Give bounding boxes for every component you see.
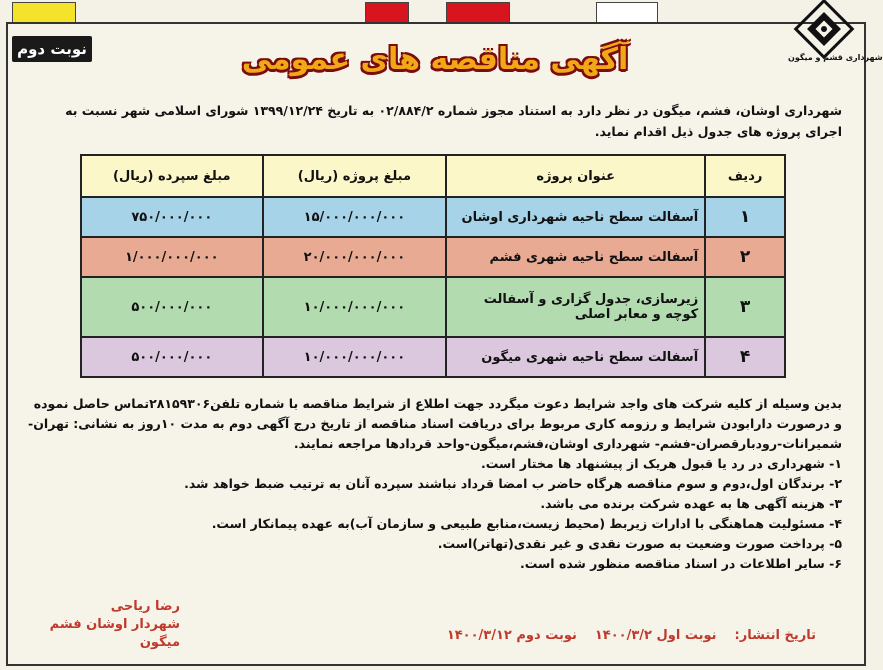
signatory-role: شهردار اوشان فشم میگون [49, 617, 180, 650]
project-title: آسفالت سطح ناحیه شهری میگون [446, 337, 705, 377]
condition-item: ۶- سایر اطلاعات در اسناد مناقصه منظور شده است. [520, 556, 842, 571]
header-row-number: ردیف [705, 155, 785, 197]
notice-title: آگهی مناقصه های عمومی [241, 42, 629, 77]
row-number: ۲ [705, 237, 785, 277]
table-row [81, 337, 785, 377]
row-number: ۱ [705, 197, 785, 237]
deposit-amount: ۱/۰۰۰/۰۰۰/۰۰۰ [81, 237, 263, 277]
color-swatch-red [446, 2, 510, 24]
intro-paragraph: شهرداری اوشان، فشم، میگون در نظر دارد به استناد مجوز شماره ۰۲/۸۸۴/۲ به تاریخ ۱۳۹۹/۱۲/۲۴ شورای اسلامی شهر نسبت به اجرای پروژه های جدول ذیل اقدام نماید. [65, 103, 842, 139]
color-swatch-white [596, 2, 658, 24]
deposit-amount: ۵۰۰/۰۰۰/۰۰۰ [81, 277, 263, 337]
projects-table [80, 154, 786, 378]
project-amount: ۱۵/۰۰۰/۰۰۰/۰۰۰ [263, 197, 447, 237]
table-row [81, 277, 785, 337]
second-publication-date: نوبت دوم ۱۴۰۰/۳/۱۲ [446, 628, 577, 643]
project-amount: ۱۰/۰۰۰/۰۰۰/۰۰۰ [263, 277, 447, 337]
color-swatch-yellow [12, 2, 76, 24]
condition-item: ۲- برندگان اول،دوم و سوم مناقصه هرگاه حاضر ب امضا قرداد نباشند سپرده آنان به ترتیب ضبط خواهد شد. [184, 476, 842, 491]
project-title: آسفالت سطح ناحیه شهری فشم [446, 237, 705, 277]
logo-emblem-icon [801, 6, 847, 52]
logo-caption: شهرداری قشم و میگون [788, 53, 883, 62]
project-amount: ۱۰/۰۰۰/۰۰۰/۰۰۰ [263, 337, 447, 377]
signature-block [40, 598, 180, 652]
notice-body [28, 394, 842, 574]
deposit-amount: ۵۰۰/۰۰۰/۰۰۰ [81, 337, 263, 377]
round-badge: نوبت دوم [12, 36, 92, 62]
publication-dates [447, 628, 816, 643]
signatory-name: رضا ریاحی [110, 599, 180, 614]
table-row [81, 197, 785, 237]
row-number: ۴ [705, 337, 785, 377]
first-publication-date: نوبت اول ۱۴۰۰/۳/۲ [594, 628, 717, 643]
municipality-logo [788, 6, 883, 68]
table-header-row [81, 155, 785, 197]
condition-item: ۵- پرداخت صورت وضعیت به صورت نقدی و غیر نقدی(تهاتر)است. [437, 536, 842, 551]
header-project-amount: مبلغ پروژه (ریال) [263, 155, 447, 197]
condition-item: ۳- هزینه آگهی ها به عهده شرکت برنده می باشد. [540, 496, 842, 511]
header-deposit-amount: مبلغ سپرده (ریال) [81, 155, 263, 197]
project-title: زیرسازی، جدول گزاری و آسفالت کوچه و معابر اصلی [446, 277, 705, 337]
deposit-amount: ۷۵۰/۰۰۰/۰۰۰ [81, 197, 263, 237]
table-row [81, 237, 785, 277]
row-number: ۳ [705, 277, 785, 337]
condition-item: ۴- مسئولیت هماهنگی با ادارات زیربط (محیط زیست،منابع طبیعی و سازمان آب)به عهده پیمانکار است. [211, 516, 842, 531]
project-amount: ۲۰/۰۰۰/۰۰۰/۰۰۰ [263, 237, 447, 277]
condition-item: ۱- شهرداری در رد یا قبول هریک از پیشنهاد ها مختار است. [480, 456, 842, 471]
project-title: آسفالت سطح ناحیه شهرداری اوشان [446, 197, 705, 237]
invitation-paragraph: بدین وسیله از کلیه شرکت های واجد شرایط دعوت میگردد جهت اطلاع از شرایط مناقصه با شماره تلفن۲۸۱۵۹۳۰۶تماس حاصل نموده و درصورت دارابودن شرایط و رزومه کاری مربوط برای دریافت اسناد مناقصه از تاریخ درج آگهی دوم به مدت ۱۰روز به نشانی: تهران- شمیرانات-رودبارقصران-فشم- شهرداری اوشان،فشم،میگون-واحد قردادها مراجعه نمایند. [28, 396, 842, 451]
publication-label: تاریخ انتشار: [734, 628, 816, 643]
color-swatch-red [365, 2, 409, 24]
header-project-title: عنوان پروژه [446, 155, 705, 197]
